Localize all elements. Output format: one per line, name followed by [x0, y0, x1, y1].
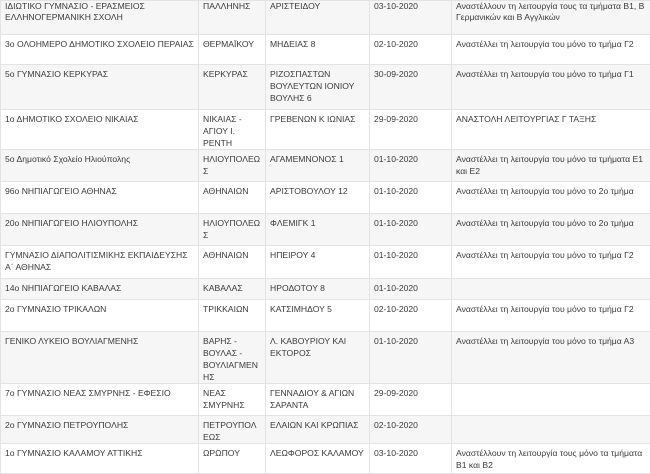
status-cell: ΑΝΑΣΤΟΛΗ ΛΕΙΤΟΥΡΓΙΑΣ Γ ΤΑΞΗΣ [452, 110, 650, 150]
table-row [1, 300, 650, 332]
school-name-cell: 2ο ΓΥΜΝΑΣΙΟ ΤΡΙΚΑΛΩΝ [1, 300, 199, 332]
municipality-cell: ΚΕΡΚΥΡΑΣ [199, 65, 266, 110]
status-cell: Αναστέλλει τη λειτουργία του μόνο τα τμήματα Ε1 και Ε2 [452, 150, 650, 182]
date-cell: 01-10-2020 [370, 182, 452, 214]
table-row [1, 279, 650, 300]
address-cell: ΡΙΖΟΣΠΑΣΤΩΝ ΒΟΥΛΕΥΤΩΝ ΙΟΝΙΟΥ ΒΟΥΛΗΣ 6 [266, 65, 370, 110]
status-cell: Αναστέλλει τη λειτουργία του μόνο το τμήμα Γ2 [452, 246, 650, 279]
municipality-cell: ΝΕΑΣ ΣΜΥΡΝΗΣ [199, 384, 266, 416]
address-cell: ΗΡΟΔΟΤΟΥ 8 [266, 279, 370, 300]
municipality-cell: ΤΡΙΚΚΑΙΩΝ [199, 300, 266, 332]
municipality-cell: ΗΛΙΟΥΠΟΛΕΩΣ [199, 150, 266, 182]
table-row [1, 182, 650, 214]
date-cell: 01-10-2020 [370, 279, 452, 300]
address-cell: ΚΑΤΣΙΜΗΔΟΥ 5 [266, 300, 370, 332]
address-cell: ΛΕΩΦΟΡΟΣ ΚΑΛΑΜΟΥ [266, 444, 370, 474]
status-cell: Αναστέλλει τη λειτουργία του μόνο το 2ο τμήμα [452, 182, 650, 214]
date-cell: 02-10-2020 [370, 416, 452, 444]
status-cell [452, 416, 650, 444]
date-cell: 01-10-2020 [370, 214, 452, 246]
school-name-cell: 1ο ΓΥΜΝΑΣΙΟ ΚΑΛΑΜΟΥ ΑΤΤΙΚΗΣ [1, 444, 199, 474]
table-row [1, 384, 650, 416]
address-cell: ΓΡΕΒΕΝΩΝ Κ ΙΩΝΙΑΣ [266, 110, 370, 150]
date-cell: 03-10-2020 [370, 1, 452, 35]
date-cell: 30-09-2020 [370, 65, 452, 110]
table-row [1, 110, 650, 150]
address-cell: ΦΛΕΜΙΓΚ 1 [266, 214, 370, 246]
municipality-cell: ΠΑΛΛΗΝΗΣ [199, 1, 266, 35]
date-cell: 02-10-2020 [370, 300, 452, 332]
date-cell: 03-10-2020 [370, 444, 452, 474]
table-row [1, 214, 650, 246]
table-row [1, 150, 650, 182]
status-cell: Αναστέλλει τη λειτουργία του μόνο το τμήμα Α3 [452, 332, 650, 384]
school-name-cell: 2ο ΓΥΜΝΑΣΙΟ ΠΕΤΡΟΥΠΟΛΗΣ [1, 416, 199, 444]
address-cell: ΑΡΙΣΤΕΙΔΟΥ [266, 1, 370, 35]
table-row [1, 1, 650, 35]
school-name-cell: 7ο ΓΥΜΝΑΣΙΟ ΝΕΑΣ ΣΜΥΡΝΗΣ - ΕΦΕΣΙΟ [1, 384, 199, 416]
table-row [1, 332, 650, 384]
school-name-cell: ΙΔΙΩΤΙΚΟ ΓΥΜΝΑΣΙΟ - ΕΡΑΣΜΕΙΟΣ ΕΛΛΗΝΟΓΕΡΜΑΝΙΚΗ ΣΧΟΛΗ [1, 1, 199, 35]
municipality-cell: ΚΑΒΑΛΑΣ [199, 279, 266, 300]
address-cell: ΗΠΕΙΡΟΥ 4 [266, 246, 370, 279]
municipality-cell: ΗΛΙΟΥΠΟΛΕΩΣ [199, 214, 266, 246]
municipality-cell: ΒΑΡΗΣ - ΒΟΥΛΑΣ - ΒΟΥΛΙΑΓΜΕΝΗΣ [199, 332, 266, 384]
address-cell: ΑΡΙΣΤΟΒΟΥΛΟΥ 12 [266, 182, 370, 214]
address-cell: ΕΛΑΙΩΝ ΚΑΙ ΚΡΩΠΙΑΣ [266, 416, 370, 444]
address-cell: ΓΕΝΝΑΔΙΟΥ & ΑΓΙΩΝ ΣΑΡΑΝΤΑ [266, 384, 370, 416]
municipality-cell: ΑΘΗΝΑΙΩΝ [199, 246, 266, 279]
date-cell: 02-10-2020 [370, 35, 452, 65]
municipality-cell: ΠΕΤΡΟΥΠΟΛΕΩΣ [199, 416, 266, 444]
status-cell [452, 384, 650, 416]
school-name-cell: 1ο ΔΗΜΟΤΙΚΟ ΣΧΟΛΕΙΟ ΝΙΚΑΙΑΣ [1, 110, 199, 150]
address-cell: ΑΓΑΜΕΜΝΟΝΟΣ 1 [266, 150, 370, 182]
school-name-cell: 96ο ΝΗΠΙΑΓΩΓΕΙΟ ΑΘΗΝΑΣ [1, 182, 199, 214]
school-name-cell: 20ο ΝΗΠΙΑΓΩΓΕΙΟ ΗΛΙΟΥΠΟΛΗΣ [1, 214, 199, 246]
status-cell: Αναστέλλει τη λειτουργία του μόνο το τμήμα Γ1 [452, 65, 650, 110]
table-row [1, 444, 650, 474]
status-cell: Αναστέλλουν τη λειτουργία τους μόνο τα τμήματα Β1 και Β2 [452, 444, 650, 474]
status-cell: Αναστέλλει τη λειτουργία του μόνο το τμήμα Γ2 [452, 300, 650, 332]
municipality-cell: ΝΙΚΑΙΑΣ - ΑΓΙΟΥ Ι. ΡΕΝΤΗ [199, 110, 266, 150]
municipality-cell: ΩΡΩΠΟΥ [199, 444, 266, 474]
address-cell: ΜΗΔΕΙΑΣ 8 [266, 35, 370, 65]
municipality-cell: ΘΕΡΜΑΪΚΟΥ [199, 35, 266, 65]
date-cell: 01-10-2020 [370, 332, 452, 384]
table-row [1, 65, 650, 110]
status-cell: Αναστέλλει τη λειτουργία του μόνο το 2ο τμήμα [452, 214, 650, 246]
school-name-cell: 3ο ΟΛΟΗΜΕΡΟ ΔΗΜΟΤΙΚΟ ΣΧΟΛΕΙΟ ΠΕΡΑΙΑΣ [1, 35, 199, 65]
school-name-cell: ΓΥΜΝΑΣΙΟ ΔΙΑΠΟΛΙΤΙΣΜΙΚΗΣ ΕΚΠΑΙΔΕΥΣΗΣ Α΄ ΑΘΗΝΑΣ [1, 246, 199, 279]
status-cell: Αναστέλλει τη λειτουργία του μόνο το τμήμα Γ2 [452, 35, 650, 65]
date-cell: 29-09-2020 [370, 384, 452, 416]
table-row [1, 416, 650, 444]
address-cell: Λ. ΚΑΒΟΥΡΙΟΥ ΚΑΙ ΕΚΤΟΡΟΣ [266, 332, 370, 384]
school-name-cell: 5ο Δημοτικό Σχολείο Ηλιούπολης [1, 150, 199, 182]
school-name-cell: 5ο ΓΥΜΝΑΣΙΟ ΚΕΡΚΥΡΑΣ [1, 65, 199, 110]
date-cell: 29-09-2020 [370, 110, 452, 150]
status-cell: Αναστέλλουν τη λειτουργία τους τα τμήματα Β1, Β Γερμανικών και Β Αγγλικών [452, 1, 650, 35]
school-name-cell: ΓΕΝΙΚΟ ΛΥΚΕΙΟ ΒΟΥΛΙΑΓΜΕΝΗΣ [1, 332, 199, 384]
table-row [1, 35, 650, 65]
date-cell: 01-10-2020 [370, 150, 452, 182]
status-cell [452, 279, 650, 300]
date-cell: 01-10-2020 [370, 246, 452, 279]
school-name-cell: 14ο ΝΗΠΙΑΓΩΓΕΙΟ ΚΑΒΑΛΑΣ [1, 279, 199, 300]
table-row [1, 246, 650, 279]
municipality-cell: ΑΘΗΝΑΙΩΝ [199, 182, 266, 214]
